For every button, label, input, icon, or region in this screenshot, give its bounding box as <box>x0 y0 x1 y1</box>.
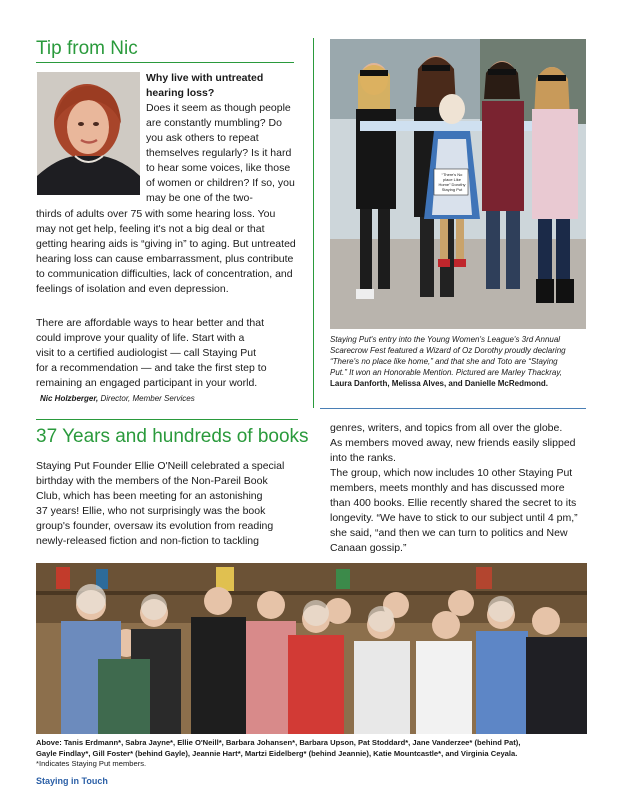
books-line: group's founder, oversaw its evolution from reading <box>36 520 274 532</box>
tip-line: could improve your quality of life. Start with a <box>36 332 245 344</box>
books-line: As members moved away, new friends easily slipped <box>330 437 576 449</box>
signature-name: Nic Holzberger, <box>40 394 99 403</box>
books-line: Canaan gossip.” <box>330 542 407 554</box>
book-club-caption <box>36 738 596 770</box>
tip-body-top: Does it seem as though people are constantly mumbling? Do you ask others to repeat themselves regularly? Is it hard to hear some voices, like those of women or children? If so, you may be one of the two- <box>146 102 295 204</box>
scarecrow-sign-text: “There's No place Like Home” Dorothy Staying Put <box>438 172 466 192</box>
book-club-group-photo <box>36 563 587 734</box>
books-line: The group, which now includes 10 other Staying Put <box>330 467 573 479</box>
caption-line: *Indicates Staying Put members. <box>36 759 147 768</box>
caption-line: Put.” It won an Honorable Mention. Pictured are Marley Thackray, <box>330 368 562 377</box>
books-line: she said, “and then we can turn to politics and New <box>330 527 568 539</box>
scarecrow-photo <box>330 39 586 329</box>
tip-line: visit to a certified audiologist — call Staying Put <box>36 347 257 359</box>
nic-portrait-photo <box>37 72 140 195</box>
tip-body-second-paragraph <box>36 316 298 391</box>
books-left-column <box>36 459 312 549</box>
signature-title: Director, Member Services <box>100 394 195 403</box>
books-line: Staying Put Founder Ellie O'Neill celebrated a special <box>36 460 285 472</box>
books-line: 37 years! Ellie, who not surprisingly was the book <box>36 505 266 517</box>
books-right-column <box>330 421 592 556</box>
books-line: than 400 books. Ellie recently shared the secret to its <box>330 497 577 509</box>
section-divider <box>320 408 586 409</box>
books-line: into the ranks. <box>330 452 396 464</box>
caption-line: Gayle Findlay*, Gill Foster* (behind Gayle), Jeannie Hart*, Martzi Eidelberg* (behind Jeannie), Katie Mountcastle*, and Virginia Ceyala. <box>36 748 518 758</box>
tip-signature <box>40 394 300 405</box>
footer-publication-name: Staying in Touch <box>36 776 108 786</box>
tip-question: Why live with untreated hearing loss? <box>146 72 264 99</box>
scarecrow-caption <box>330 334 590 389</box>
books-heading-rule <box>36 419 298 420</box>
books-line: genres, writers, and topics from all over the globe. <box>330 422 563 434</box>
column-divider <box>313 38 314 408</box>
books-heading: 37 Years and hundreds of books <box>36 426 309 447</box>
tip-line: for a recommendation — and take the first step to <box>36 362 267 374</box>
tip-heading: Tip from Nic <box>36 38 138 59</box>
caption-line: Scarecrow Fest featured a Wizard of Oz Dorothy proudly declaring <box>330 346 566 355</box>
books-line: newly-released fiction and non-fiction to tackling <box>36 535 259 547</box>
tip-body-wide: thirds of adults over 75 with some hearing loss. You may not get help, feeling it's not a big deal or that getting hearing aids is “giving in” to aging. But untreated hearing loss can cause embarrassment, plus contribute to communication difficulties, lack of concentration, and feelings of isolation and even depression. <box>36 208 296 295</box>
tip-line: remaining an engaged participant in your world. <box>36 377 258 389</box>
books-line: longevity. “We have to stick to our subject until 4 pm,” <box>330 512 578 524</box>
tip-heading-rule <box>36 62 294 63</box>
caption-line: “There's no place like home,” and that she and Toto are “Staying <box>330 357 558 366</box>
caption-line: Staying Put's entry into the Young Women's League's 3rd Annual <box>330 335 561 344</box>
books-line: Club, which has been meeting for an astonishing <box>36 490 263 502</box>
books-line: members, meets monthly and has discussed more <box>330 482 565 494</box>
books-line: birthday with the members of the Non-Pareil Book <box>36 475 268 487</box>
caption-line: Above: Tanis Erdmann*, Sabra Jayne*, Ellie O'Neill*, Barbara Johansen*, Barbara Upson, Pat Stoddard*, Jane Vanderzee* (behind Pat), <box>36 738 521 747</box>
caption-line: Laura Danforth, Melissa Alves, and Danielle McRedmond. <box>330 379 548 388</box>
tip-line: There are affordable ways to hear better and that <box>36 317 265 329</box>
